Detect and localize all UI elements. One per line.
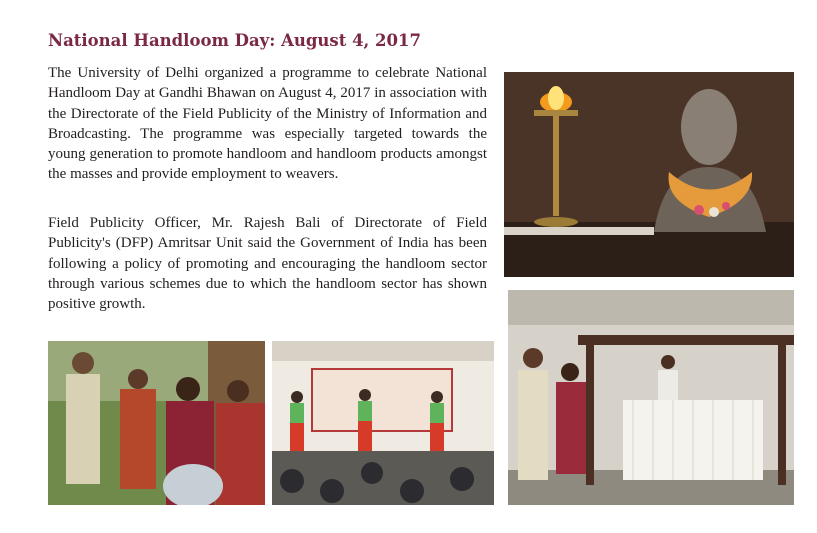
article-paragraph-2: Field Publicity Officer, Mr. Rajesh Bali of Directorate of Field Publicity's (DFP) Amritsar Unit said the Government of India has been following a policy of promoting and encouraging the handloom sector through various schemes due to which the handloom sector has shown positive growth. [48, 215, 487, 313]
gandhi-bust-photo [504, 72, 794, 277]
handloom-photo [508, 290, 794, 505]
article-title: National Handloom Day: August 4, 2017 [48, 31, 421, 50]
lamp-lighting-photo [48, 341, 265, 505]
dance-performance-photo [272, 341, 494, 505]
article-paragraph-1: The University of Delhi organized a programme to celebrate National Handloom Day at Gandhi Bhawan on August 4, 2017 in association with the Directorate of the Field Publicity of the Ministry of Information and Broadcasting. The programme was especially targeted towards the young generation to promote handloom and handloom products amongst the masses and provide employment to weavers. [48, 65, 487, 183]
